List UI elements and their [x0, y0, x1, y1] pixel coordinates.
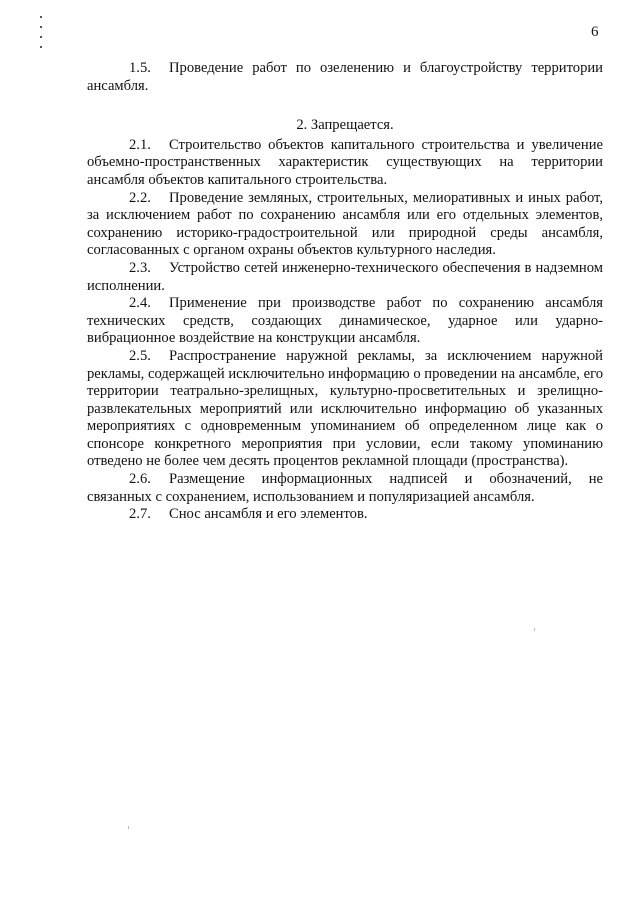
list-item	[87, 471, 603, 506]
binding-mark	[40, 26, 42, 28]
paragraph-text: Проведение работ по озеленению и благоустройству территории ансамбля.	[87, 60, 603, 94]
scan-speck	[534, 628, 535, 631]
item-number: 2.1.	[129, 136, 151, 153]
list-item	[87, 190, 603, 260]
item-text: Размещение информационных надписей и обозначений, не связанных с сохранением, использованием и популяризацией ансамбля.	[87, 471, 603, 505]
binding-mark	[40, 36, 42, 38]
item-text: Снос ансамбля и его элементов.	[169, 506, 368, 523]
section-heading: 2. Запрещается.	[296, 117, 394, 134]
document-body	[87, 60, 603, 524]
item-text: Устройство сетей инженерно-технического обеспечения в надземном исполнении.	[87, 259, 603, 294]
item-text: Строительство объектов капитального строительства и увеличение объемно-пространственных характеристик существующих на территории ансамбля объектов капитального строительства.	[87, 136, 603, 188]
item-number: 2.7.	[129, 506, 151, 523]
item-number: 2.4.	[129, 295, 151, 312]
list-item	[87, 295, 603, 348]
list-item	[87, 260, 603, 295]
list-item	[87, 137, 603, 190]
item-text: Проведение земляных, строительных, мелиоративных и иных работ, за исключением работ по сохранению ансамбля или его отдельных элементов, сохранению историко-градостроительной или природной среды ансамбля, согласованных с органом охраны объектов культурного наследия.	[87, 189, 603, 259]
paragraph-1-5	[87, 60, 603, 95]
item-text: Распространение наружной рекламы, за исключением наружной рекламы, содержащей исключительно информацию о проведении на ансамбле, его территории театрально-зрелищных, культурно-просветительных и зрелищно-развлекательных мероприятий или исключительно информацию об указанных мероприятиях с одновременным упоминанием об определенном лице как о спонсоре конкретного мероприятия при условии, если такому упоминанию отведено не более чем десять процентов рекламной площади (пространства).	[87, 347, 603, 470]
item-number: 2.5.	[129, 347, 151, 364]
item-number: 2.2.	[129, 189, 151, 206]
list-item	[87, 348, 603, 471]
page-number: 6	[591, 24, 599, 40]
item-number: 2.3.	[129, 259, 151, 276]
binding-mark	[40, 16, 42, 18]
scan-speck	[128, 826, 129, 829]
item-number: 2.6.	[129, 471, 151, 488]
binding-marks	[38, 16, 46, 56]
item-text: Применение при производстве работ по сохранению ансамбля технических средств, создающих динамическое, ударное или ударно-вибрационное воздействие на конструкции ансамбля.	[87, 295, 603, 347]
binding-mark	[40, 46, 42, 48]
list-item	[87, 506, 603, 524]
paragraph-number: 1.5.	[129, 60, 151, 76]
